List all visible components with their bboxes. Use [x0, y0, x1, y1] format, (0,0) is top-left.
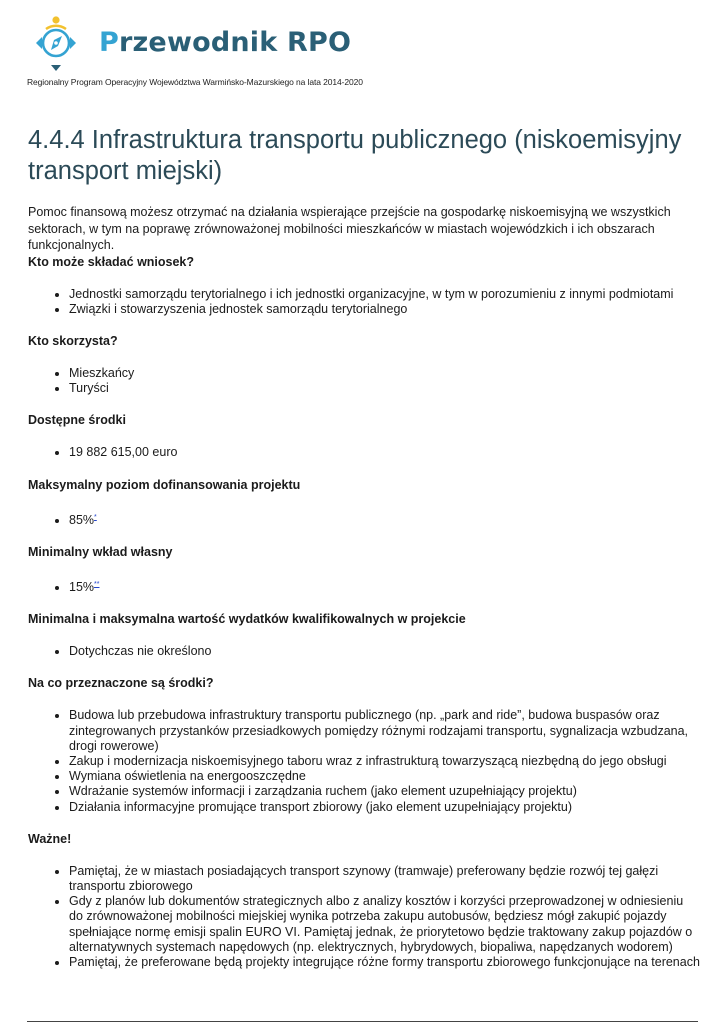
compass-logo-icon	[27, 13, 93, 73]
section-question: Ważne!	[28, 831, 72, 846]
list-item: • Działania informacyjne promujące transport zbiorowy (jako element uzupełniający projektu)	[69, 800, 700, 815]
footnote-link[interactable]: *	[94, 513, 97, 521]
list-item: • Gdy z planów lub dokumentów strategicznych albo z analizy kosztów i korzyści przeprowadzonej w odniesieniu do zrównoważonej mobilności miejskiej wynika potrzeba zakupu autobusów, będziesz mógł zakupić pojazdy spełniające normę emisji spalin EURO VI. Pamiętaj jednak, że priorytetowo będzie traktowany zakup pojazdów o alternatywnych systemach napędowych (np. elektrycznych, hybrydowych, biopaliwa, napędzanych wodorem)	[69, 894, 700, 955]
important-notes-list	[28, 864, 700, 970]
page-header	[27, 14, 707, 87]
list-item: • Mieszkańcy	[69, 366, 700, 381]
section-question: Minimalny wkład własny	[28, 544, 173, 559]
main-content	[28, 125, 700, 970]
list-item: • Wymiana oświetlenia na energooszczędne	[69, 769, 700, 784]
cofinancing-list	[28, 510, 700, 528]
list-item: • 15%**	[69, 577, 700, 595]
section-question: Na co przeznaczone są środki?	[28, 676, 214, 691]
purposes-list	[28, 708, 700, 814]
section-question: Kto może składać wniosek?	[28, 254, 195, 269]
footnote-link[interactable]: **	[94, 580, 100, 588]
list-item: • 85%*	[69, 510, 700, 528]
page-title: 4.4.4 Infrastruktura transportu publicznego (niskoemisyjny transport miejski)	[28, 126, 682, 185]
program-tagline: Regionalny Program Operacyjny Województwa Warmińsko-Mazurskiego na lata 2014-2020	[27, 77, 363, 87]
section-question: Kto skorzysta?	[28, 333, 118, 348]
logo-text: Przewodnik RPO	[99, 26, 352, 58]
list-item: • Budowa lub przebudowa infrastruktury transportu publicznego (np. „park and ride”, budowa buspasów oraz zintegrowanych przystanków przesiadkowych pomiędzy różnymi rodzajami transportu, sygnalizacja wzbudzana, drogi rowerowe)	[69, 708, 700, 754]
intro-paragraph: Pomoc finansową możesz otrzymać na działania wspierające przejście na gospodarkę niskoemisyjną we wszystkich sektorach, w tym na poprawę zrównoważonej mobilności mieszkańców w miastach wojewódzkich i ich obszarach funkcjonalnych.	[28, 205, 671, 252]
list-item: • Dotychczas nie określono	[69, 644, 700, 659]
list-item: • Związki i stowarzyszenia jednostek samorządu terytorialnego	[69, 302, 700, 317]
section-question: Minimalna i maksymalna wartość wydatków kwalifikowalnych w projekcie	[28, 612, 466, 627]
section-question: Dostępne środki	[28, 413, 126, 428]
list-item: • Jednostki samorządu terytorialnego i ich jednostki organizacyjne, w tym w porozumieniu z innymi podmiotami	[69, 287, 700, 302]
own-contribution-list	[28, 577, 700, 595]
footer-divider	[27, 1021, 698, 1022]
funds-list	[28, 445, 700, 460]
list-item: • Zakup i modernizacja niskoemisyjnego taboru wraz z infrastrukturą towarzyszącą niezbędną do jego obsługi	[69, 754, 700, 769]
list-item: • Pamiętaj, że preferowane będą projekty integrujące różne formy transportu zbiorowego funkcjonujące na terenach	[69, 955, 700, 970]
list-item: • Wdrażanie systemów informacji i zarządzania ruchem (jako element uzupełniający projektu)	[69, 784, 700, 799]
eligible-expenses-list	[28, 644, 700, 659]
list-item: • 19 882 615,00 euro	[69, 445, 700, 460]
list-item: • Turyści	[69, 381, 700, 396]
list-item: • Pamiętaj, że w miastach posiadających transport szynowy (tramwaje) preferowany będzie rozwój tej gałęzi transportu zbiorowego	[69, 864, 700, 894]
beneficiaries-list	[28, 366, 700, 396]
applicants-list	[28, 287, 700, 317]
logo[interactable]	[27, 14, 707, 72]
section-question: Maksymalny poziom dofinansowania projektu	[28, 477, 301, 492]
